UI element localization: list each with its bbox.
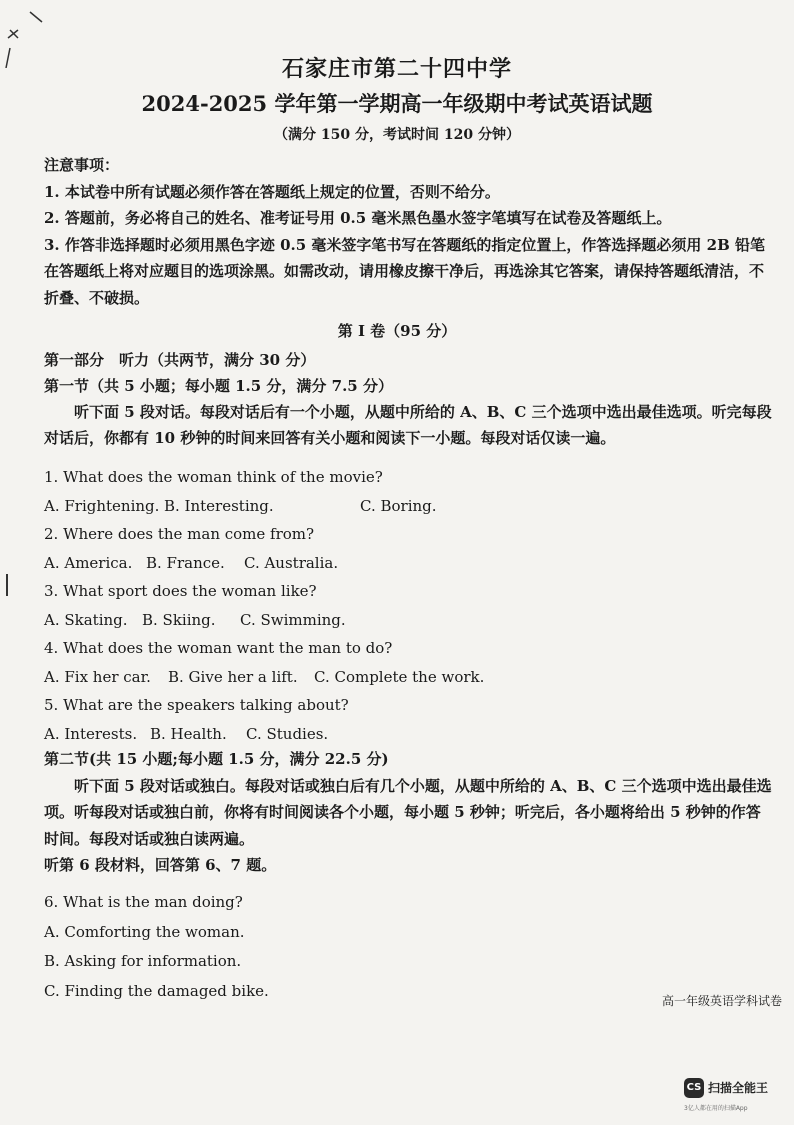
options-row — [44, 492, 774, 521]
school-name: 石家庄市第二十四中学 — [281, 56, 512, 82]
scanner-tagline: 3亿人都在用的扫描App — [684, 1105, 748, 1112]
section2-block — [44, 746, 774, 879]
option: A. Comforting the woman. — [44, 922, 245, 941]
options-row — [44, 549, 774, 578]
question-text: 3. What sport does the woman like? — [44, 582, 317, 600]
note-item: 2. 答题前，务必将自己的姓名、准考证号用 0.5 毫米黑色墨水签字笔填写在试卷及答题纸上。 — [44, 209, 672, 227]
option: C. Australia. — [244, 553, 339, 572]
scanner-logo-icon: CS — [684, 1078, 704, 1098]
scanner-watermark — [684, 1078, 788, 1118]
options-row — [44, 606, 774, 635]
note-item: 1. 本试卷中所有试题必须作答在答题纸上规定的位置，否则不给分。 — [44, 182, 500, 201]
scanner-name: 扫描全能王 — [708, 1081, 769, 1095]
section2-heading: 第二节(共 15 小题;每小题 1.5 分，满分 22.5 分) — [44, 750, 389, 768]
notes-heading: 注意事项： — [44, 156, 120, 174]
question-text: 2. Where does the man come from? — [44, 525, 315, 543]
option: B. Skiing. — [142, 610, 216, 629]
option: B. Give her a lift. — [168, 667, 298, 686]
option: B. Health. — [150, 724, 227, 743]
options-row — [44, 663, 774, 692]
option: A. Fix her car. — [44, 667, 151, 686]
part1-block — [44, 347, 774, 451]
option: A. Skating. — [44, 610, 128, 629]
questions-1-5 — [44, 463, 774, 748]
option: A. Frightening. — [44, 496, 160, 515]
options-row — [44, 720, 774, 749]
part1-heading: 第一部分 听力（共两节，满分 30 分） — [44, 351, 316, 369]
page-footer: 高一年级英语学科试卷 — [661, 994, 782, 1008]
option: C. Finding the damaged bike. — [44, 981, 269, 1000]
note-item: 3. 作答非选择题时必须用黑色字迹 0.5 毫米签字笔书写在答题纸的指定位置上，作答选择题必须用 2B 铅笔在答题纸上将对应题目的选项涂黑。如需改动，请用橡皮擦干净后，再选涂其它答案，请保持答题纸清洁，不折叠、不破损。 — [44, 235, 765, 307]
question-text: 4. What does the woman want the man to do? — [44, 639, 393, 657]
margin-mark — [6, 574, 8, 596]
option: A. Interests. — [44, 724, 138, 743]
exam-title: 2024-2025 学年第一学期高一年级期中考试英语试题 — [141, 91, 653, 116]
option: B. Asking for information. — [44, 952, 242, 970]
question-6 — [44, 888, 644, 1006]
option: C. Complete the work. — [314, 667, 485, 686]
question-text: 1. What does the woman think of the movie? — [44, 468, 383, 486]
option: B. Interesting. — [164, 496, 274, 515]
option: A. America. — [44, 553, 133, 572]
section1-instructions: 听下面 5 段对话。每段对话后有一个小题，从题中所给的 A、B、C 三个选项中选出最佳选项。听完每段对话后，你都有 10 秒钟的时间来回答有关小题和阅读下一小题。每段对话仅读一遍。 — [44, 403, 772, 447]
option: C. Swimming. — [240, 610, 346, 629]
option: C. Boring. — [360, 496, 437, 515]
volume-heading: 第 I 卷（95 分） — [337, 322, 457, 340]
question-text: 6. What is the man doing? — [44, 893, 243, 911]
section1-heading: 第一节（共 5 小题；每小题 1.5 分，满分 7.5 分） — [44, 377, 393, 395]
material-heading: 听第 6 段材料，回答第 6、7 题。 — [44, 856, 277, 874]
option: B. France. — [146, 553, 225, 572]
exam-subtitle: （满分 150 分，考试时间 120 分钟） — [274, 127, 520, 143]
section2-instructions: 听下面 5 段对话或独白。每段对话或独白后有几个小题，从题中所给的 A、B、C 三个选项中选出最佳选项。听每段对话或独白前，你将有时间阅读各个小题，每小题 5 秒钟；听完后，各小题将给出 5 秒钟的作答时间。每段对话或独白读两遍。 — [44, 776, 772, 848]
option: C. Studies. — [246, 724, 329, 743]
notes-section — [44, 152, 774, 311]
question-text: 5. What are the speakers talking about? — [44, 696, 349, 714]
